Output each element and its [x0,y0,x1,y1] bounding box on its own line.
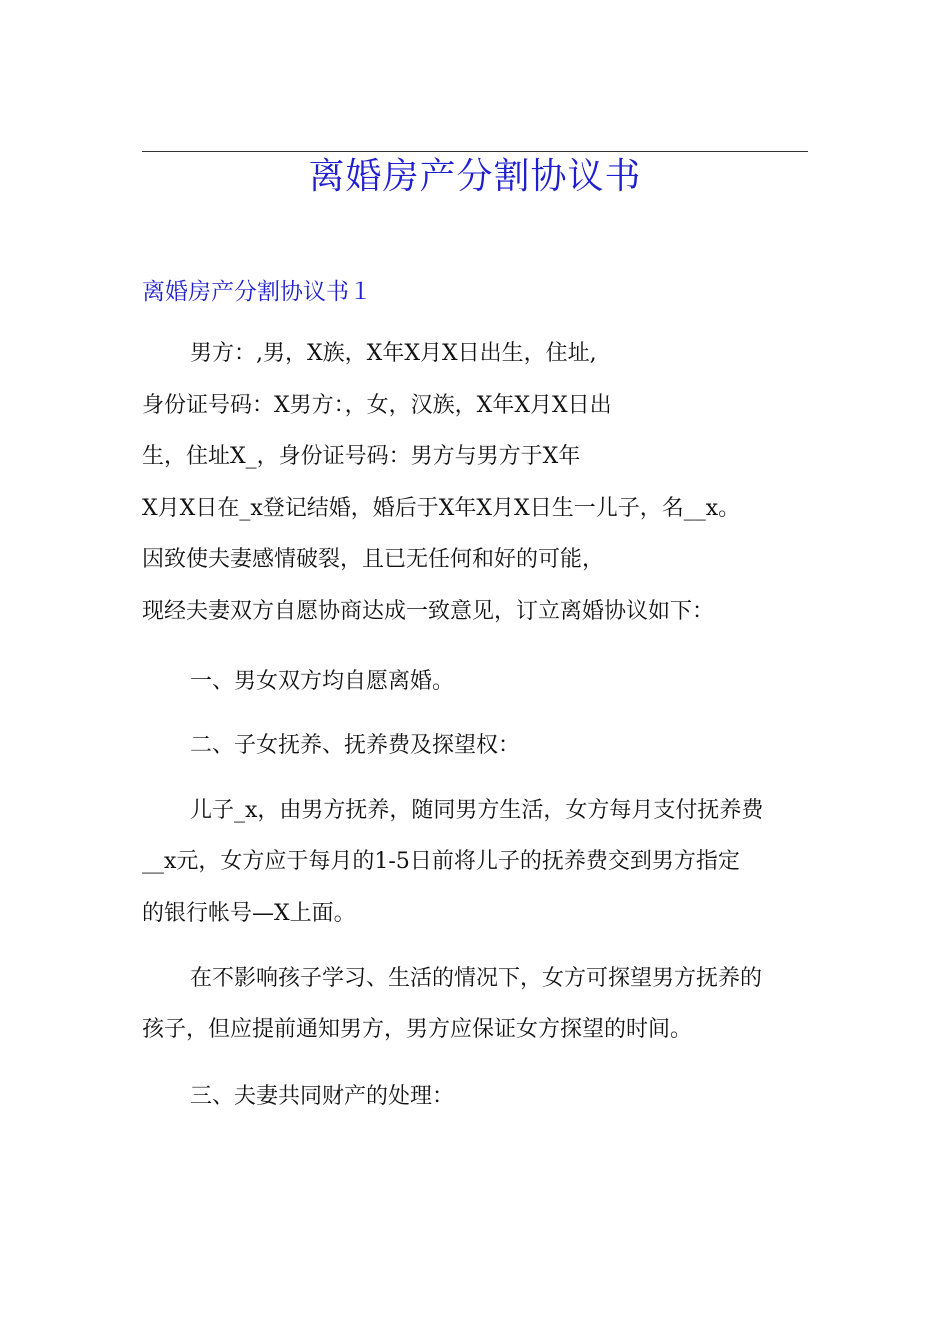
paragraph-line: 身份证号码：X男方：，女，汉族，X年X月X日出 [142,393,612,418]
paragraph-line: __x元，女方应于每月的1-5日前将儿子的抚养费交到男方指定 [142,849,740,874]
clause-line: 二、子女抚养、抚养费及探望权： [190,733,521,758]
paragraph-line: 儿子_x，由男方抚养，随同男方生活，女方每月支付抚养费 [190,798,764,823]
paragraph-line: 现经夫妻双方自愿协商达成一致意见，订立离婚协议如下： [142,599,715,624]
section-heading: 离婚房产分割协议书１ [142,279,372,305]
paragraph-line: 在不影响孩子学习、生活的情况下，女方可探望男方抚养的 [190,966,763,991]
paragraph-line: 因致使夫妻感情破裂，且已无任何和好的可能， [142,547,605,572]
clause-line: 三、夫妻共同财产的处理： [190,1084,455,1109]
paragraph-line: 的银行帐号—X上面。 [142,901,356,926]
paragraph-line: X月X日在_x登记结婚，婚后于X年X月X日生一儿子，名__x。 [142,496,741,521]
document-title: 离婚房产分割协议书 [308,156,642,197]
paragraph-line: 男方：,男，X族，X年X月X日出生，住址, [190,341,597,366]
paragraph-line: 孩子，但应提前通知男方，男方应保证女方探望的时间。 [142,1017,693,1042]
clause-line: 一、男女双方均自愿离婚。 [190,669,455,694]
paragraph-line: 生，住址X_，身份证号码：男方与男方于X年 [142,444,581,469]
